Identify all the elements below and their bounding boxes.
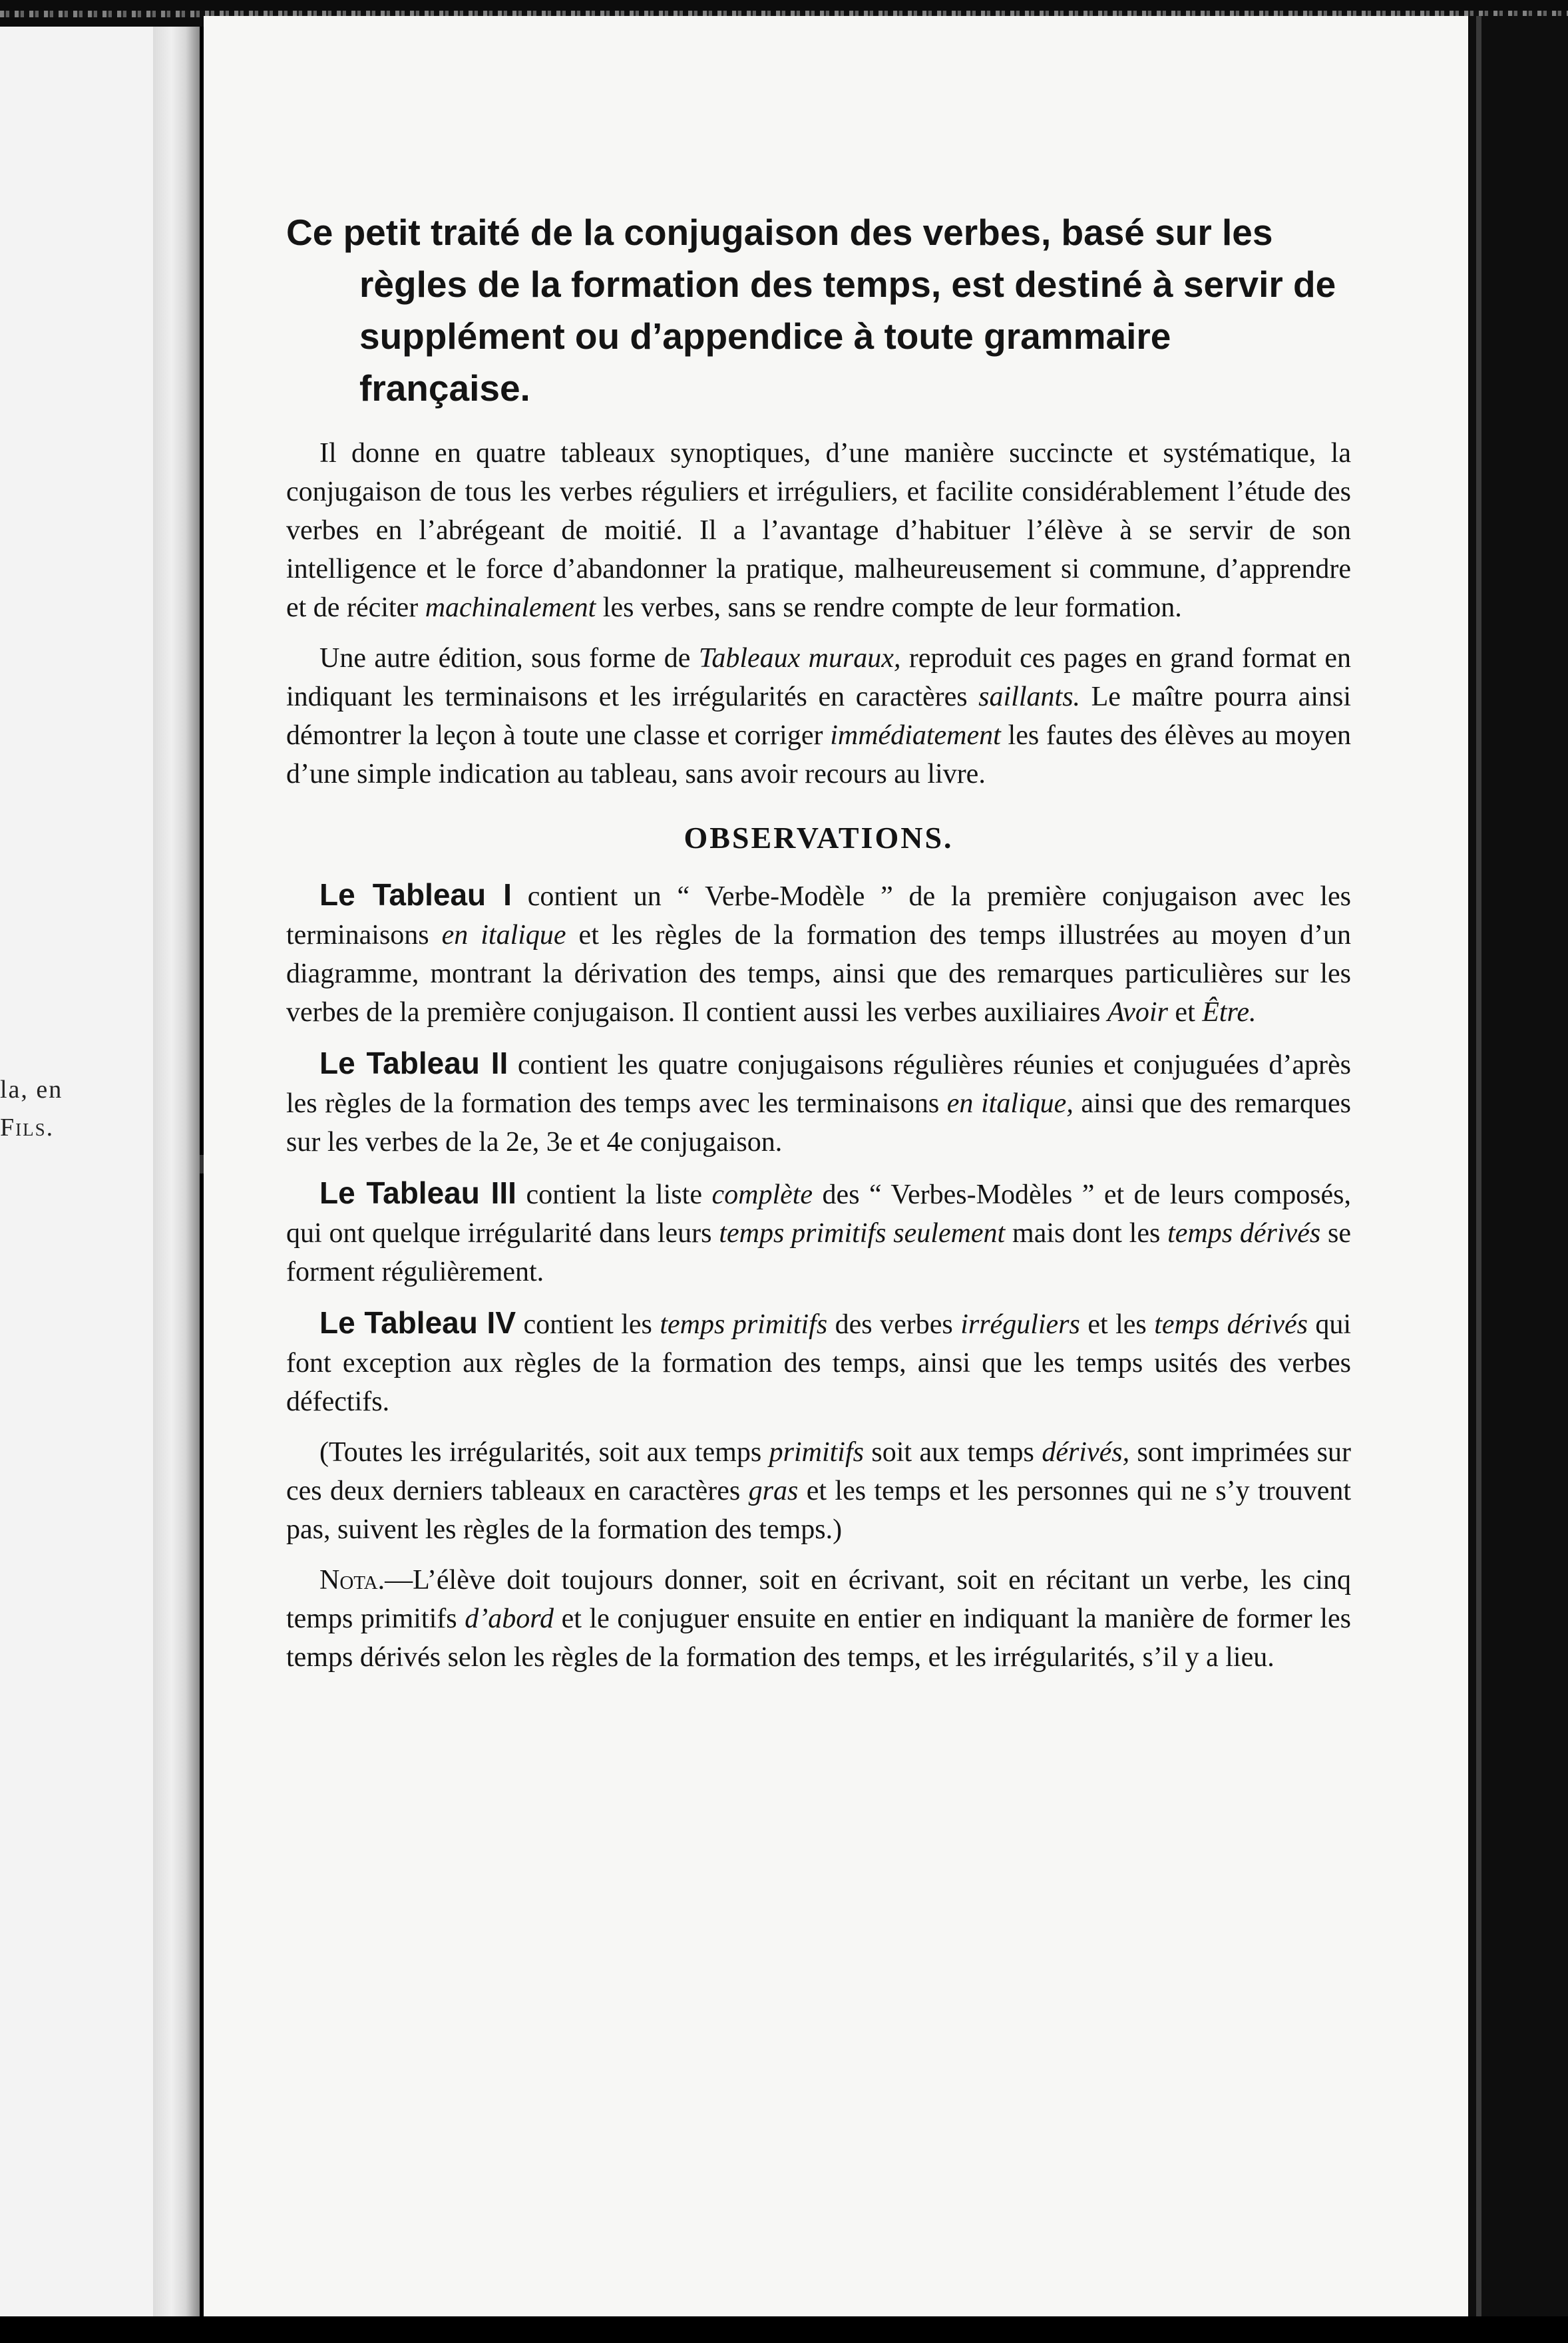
intro-paragraph: Ce petit traité de la conjugaison des verbes, basé sur les règles de la formation des temps, est destiné à servir de supplément ou d’appendice à toute grammaire française. xyxy=(286,212,1336,409)
scan-right-edge xyxy=(1468,16,1568,2316)
tableau-1-label: Le Tableau I xyxy=(319,877,512,912)
page-text xyxy=(286,206,1351,1677)
left-page-fragment: Fils. xyxy=(0,1114,55,1142)
book-gutter xyxy=(153,27,200,2316)
tableau-2-label: Le Tableau II xyxy=(319,1046,508,1080)
irregularites-note: (Toutes les irrégularités, soit aux temps primitifs soit aux temps dérivés, sont imprimées sur ces deux derniers tableaux en caractères gras et les temps et les personnes qui ne s’y trouvent pas, suivent les règles de la formation des temps.) xyxy=(286,1437,1352,1545)
tableau-3-paragraph: Le Tableau III contient la liste complète des “ Verbes-Modèles ” et de leurs composés, qui ont quelque irrégularité dans leurs temps primitifs seulement mais dont les temps dérivés se forment régulièrement. xyxy=(286,1175,1352,1287)
left-page-fragment: la, en xyxy=(0,1076,63,1104)
left-page-edge xyxy=(0,27,153,2316)
nota-label: Nota. xyxy=(319,1565,385,1596)
paragraph-tableaux: Il donne en quatre tableaux synoptiques, d’une manière succincte et systématique, la conjugaison de tous les verbes réguliers et irréguliers, et facilite considérablement l’étude des verbes en l’abrégeant de moitié. Il a l’avantage d’habituer l’élève à se servir de son intelligence et le force d’abandonner la pratique, malheureusement si commune, d’apprendre et de réciter machinalement les verbes, sans se rendre compte de leur formation. xyxy=(286,438,1351,623)
tableau-4-paragraph: Le Tableau IV contient les temps primitifs des verbes irréguliers et les temps dérivés qui font exception aux règles de la formation des temps, ainsi que les temps usités des verbes défectifs. xyxy=(286,1305,1352,1417)
tableau-2-paragraph: Le Tableau II contient les quatre conjugaisons régulières réunies et conjuguées d’après les règles de la formation des temps avec les terminaisons en italique, ainsi que des remarques sur les verbes de la 2e, 3e et 4e conjugaison. xyxy=(286,1046,1351,1158)
tableau-1-paragraph: Le Tableau I contient un “ Verbe-Modèle ” de la première conjugaison avec les terminaisons en italique et les règles de la formation des temps illustrées au moyen d’un diagramme, montrant la dérivation des temps, ainsi que des remarques particulières sur les verbes de la première conjugaison. Il contient aussi les verbes auxiliaires Avoir et Être. xyxy=(286,877,1352,1028)
margin-mark xyxy=(200,1155,204,1173)
tableau-4-label: Le Tableau IV xyxy=(319,1305,516,1340)
observations-heading: OBSERVATIONS. xyxy=(684,821,954,855)
tableau-3-label: Le Tableau III xyxy=(319,1175,516,1210)
nota-paragraph: Nota.—L’élève doit toujours donner, soit en écrivant, soit en récitant un verbe, les cinq temps primitifs d’abord et le conjuguer ensuite en entier en indiquant la manière de former les temps dérivés selon les règles de la formation des temps, et les irrégularités, s’il y a lieu. xyxy=(286,1565,1351,1673)
paragraph-edition: Une autre édition, sous forme de Tableaux muraux, reproduit ces pages en grand format en indiquant les terminaisons et les irrégularités en caractères saillants. Le maître pourra ainsi démontrer la leçon à toute une classe et corriger immédiatement les fautes des élèves au moyen d’une simple indication au tableau, sans avoir recours au livre. xyxy=(286,643,1352,789)
